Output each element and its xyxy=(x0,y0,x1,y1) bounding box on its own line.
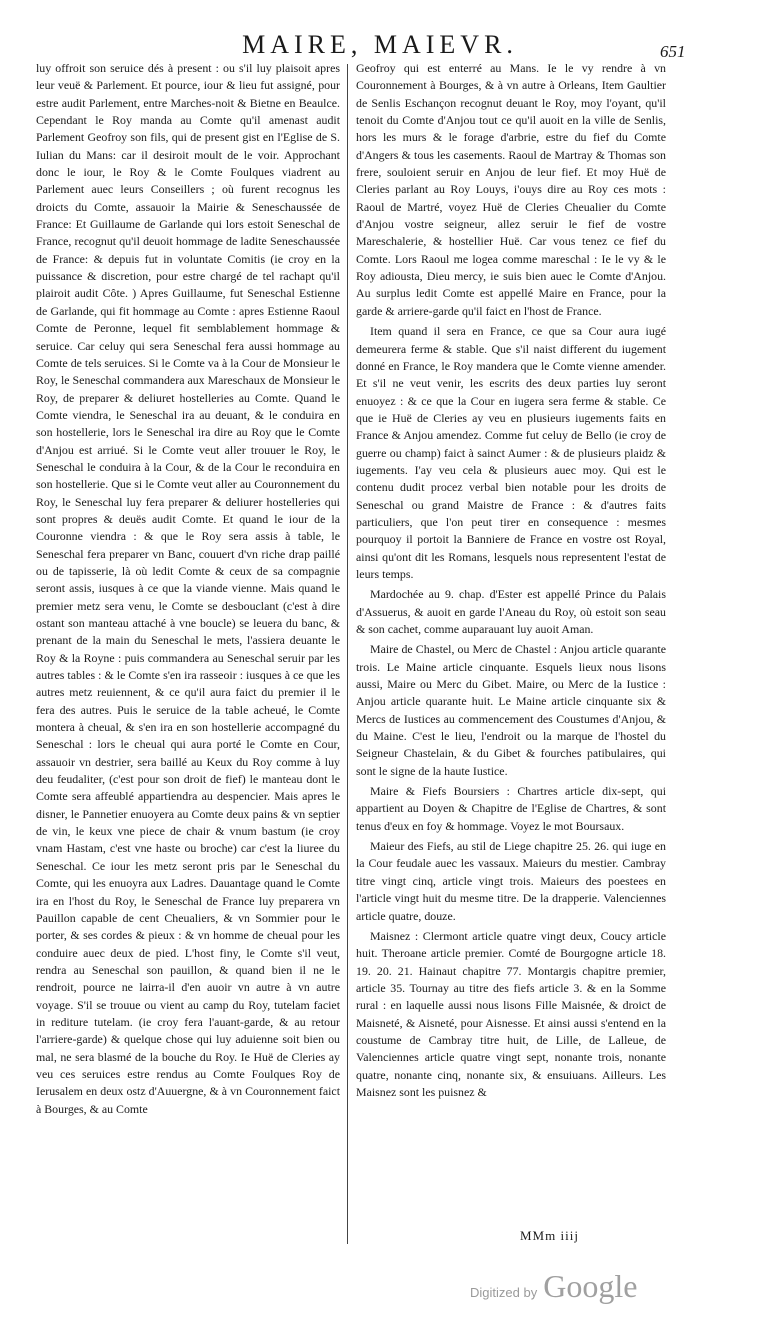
right-column xyxy=(356,60,666,1101)
digitized-by-label: Digitized by xyxy=(470,1285,538,1300)
entry-mardochee: Mardochée au 9. chap. d'Ester est appellé Prince du Palais d'Assuerus, & auoit en garde l'Aneau du Roy, où estoit son seau & son cachet, comme auparauant luy auoit Aman. xyxy=(356,587,666,636)
entry-maire-de-chastel: Maire de Chastel, ou Merc de Chastel : Anjou article quarante trois. Le Maine article cinquante. Esquels lieux nous lisons aussi, Maire ou Merc du Gibet. Maire, ou Merc de la Iustice : Anjou article quarante huit. Le Maine article cinquante six & Mercs de Iustices au commencement des Coustumes d'Anjou, & du Maine. C'est le lieu, l'endroit ou la marque de l'hostel du Seigneur Chastelain, & du Gibet & fourches patibulaires, qui sont le signe de la haute Iustice. xyxy=(356,642,666,778)
right-column-paragraph-2: Item quand il sera en France, ce que sa Cour aura iugé demeurera ferme & stable. Que s'il naist different du iugement donné en France, le Roy mandera que le Comte vienne amender. Et s'il ne veut venir, les escrits des deux parties luy seront enuoyez : & ce que la Cour en iugera sera ferme & stable. Ce que ie Huë de Cleries ay veu en plusieurs iugements faits en France & Anjou amendez. Comme fut celuy de Bello (ie croy de guerre ou champ) faict à sainct Aumer : & de plusieurs plaidz & iugements. I'ay veu cela & plusieurs auec moy. Qui est le contenu dudit procez verbal bien notable pour les droits de Seneschal ou grand Maistre de France : & d'autres faits particuliers, que l'on peut tirer en consequence : mesmes pourquoy il portoit la Banniere de France en vostre ost Royal, ainsi qu'ont dit les Romans, lesquels nous representent l'estat de leurs temps. xyxy=(356,324,666,581)
digitized-watermark xyxy=(470,1268,637,1305)
entry-maire-fiefs-boursiers: Maire & Fiefs Boursiers : Chartres article dix-sept, qui appartient au Doyen & Chapitre de l'Eglise de Chartres, & sont tenus d'eux en foy & hommage. Voyez le mot Boursaux. xyxy=(356,784,666,833)
google-logo: Google xyxy=(543,1268,638,1304)
signature-mark: MMm iiij xyxy=(520,1228,579,1243)
column-divider xyxy=(347,64,348,1244)
running-head-title: MAIRE, MAIEVR. xyxy=(242,30,518,59)
entry-maisnez: Maisnez : Clermont article quatre vingt deux, Coucy article huit. Theroane article premier. Comté de Bourgogne article 18. 19. 20. 21. Hainaut chapitre 77. Montargis chapitre premier, article 35. Tournay au titre des fiefs article 3. & en la Somme rural : en laquelle aussi nous lisons Fille Maisnée, & droict de Maisneté, & Aisneté, pour Aisnesse. Et ainsi aussi s'entend en la coustume de Cambray titre huit, de Lille, de Lalleue, de Valenciennes article quatre vingt sept, nonante trois, nonante quatre, nonante cinq, nonante six, & ensuiuans. Ailleurs. Les Maisnez sont les puisnez & xyxy=(356,928,666,1099)
entry-maieur-des-fiefs: Maieur des Fiefs, au stil de Liege chapitre 25. 26. qui iuge en la Cour feudale auec les vassaux. Maieurs du mestier. Cambray titre vingt cinq, article vingt trois. Maieurs des poestees en l'article vingt huit du mesme titre. De la drapperie. Valenciennes article quatre, douze. xyxy=(356,839,666,923)
left-column-paragraph: luy offroit son seruice dés à present : ou s'il luy plaisoit apres leur veuë & Parlement. Et pource, iour & lieu fut assigné, pour estre audit Parlement, entre Marches-noit & Bietne en Beaulce. Cependant le Roy manda au Comte qu'il amenast audit Parlement Geofroy son fils, qui de present gist en l'Eglise de S. Iulian du Mans: car il desiroit moult de le voir. Approchant donc le iour, le Roy & le Comte Foulques viadrent au Parlement auec leurs Conseillers ; où furent recognus les droicts du Comte, assauoir la Mairie & Seneschaussée de France: Et Guillaume de Garlande qui lors estoit Seneschal de France, recognut qu'il deuoit hommage de ladite Seneschaussée de France: & depuis fut in voluntate Comitis (ie croy en la puissance & discretion, pour estre chargé de tel rachapt qu'il plairoit audit Côte. ) Apres Guillaume, fut Seneschal Estienne de Garlande, qui fit hommage au Comte : apres Estienne Raoul Comte de Peronne, lequel fit semblablement hommage & seruice. Car celuy qui sera Seneschal fera aussi hommage au Comte de tels seruices. Si le Comte va à la Cour de Monsieur le Roy, le Seneschal commandera aux Mareschaux de Monsieur le Roy, de preparer & deliuret hostelleries au Comte. Quand le Comte viendra, le Seneschal ira au deuant, & le conduira en son hostellerie, lors le Seneschal ira dire au Roy que le Comte d'Anjou est arriué. Si le Comte veut aller trouuer le Roy, le Seneschal le conduira à la Cour, & de la Cour le reconduira en son hostellerie. Que si le Comte veut aller au Couronnement du Roy, le Seneschal luy fera preparer & deliurer hostelleries qui sont propres & deuës audit Comte. Et quand le iour de la Couronne viendra : & que le Roy sera assis à table, le Seneschal fera preparer vn Banc, couuert d'vn riche drap paillé ou de tapisserie, là où ledit Comte & ceux de sa compagnie seront assis, iusques à ce que la viande vienne. Mais quand le premier metz sera venu, le Comte se desbouclant (c'est à dire ostant son manteau attaché à vne boucle) se leuera du banc, & prenant de la main du Seneschal le mets, l'assiera deuante le Roy & la Royne : puis commandera au Seneschal seruir par les autres tables : & le Comte s'en ira rasseoir : iusques à ce que les autres metz reuiennent, & ce qu'il aura faict du premier il le fera des autres. Puis le seruice de la table acheué, le Comte montera à cheual, & s'en ira en son hostellerie accompagné du Seneschal : lors le cheual qui aura porté le Comte en Cour, assauoir vn destrier, sera baillé au Keux du Roy comme à luy deu feudaliter, (c'est pour son droit de fief) le manteau dont le Comte sera affeublé appartiendra au despencier. Mais apres le disner, le Pannetier enuoyera au Comte deux pains & vn septier de vin, le keux vne piece de chair & vnum bastum (ie croy vnam Hastam, c'est vne haste ou broche) car c'est la liuree du Seneschal. Ce iour les metz seront pris par le Seneschal du Comte, qui les enuoyra aux Ladres. Dauantage quand le Comte ira en l'host du Roy, le Seneschal de France luy preparera vn Pauillon capable de cent Cheualiers, & vn Sommier pour le porter, & ses cordes & pieux : & vn homme de cheual pour les conduire auec deux de pied. L'host finy, le Comte s'il veut, rendra au Seneschal son pauillon, & quand bien il ne le rendroit, pource ne lairra-il d'en auoir vn autre à vn autre voyage. S'il se trouue ou vient au camp du Roy, tutelam faciet in rediture tutelam. (ie croy fera l'auant-garde, & au retour l'arriere-garde) & quelque chose qui luy aduienne soit bien ou mal, ne sera blasmé de la bouche du Roy. Ie Huë de Cleries ay veu ces seruices estre rendus au Comte Foulques Roy de Ierusalem en deux ostz d'Auuergne, & à vn Couronnement faict à Bourges, & au Comte xyxy=(36,61,340,1116)
left-column xyxy=(36,60,340,1118)
right-column-paragraph-1: Geofroy qui est enterré au Mans. Ie le vy rendre à vn Couronnement à Bourges, & à vn autre à Orleans, Item Gaultier de Senlis Eschançon recognut deuant le Roy, moy l'oyant, qu'il tenoit du Comte d'Anjou tout ce qu'il auoit en la ville de Senlis, hors les murs & le forage d'arbrie, estre du fief du Comte d'Angers & tous les casements. Raoul de Martray & Thomas son frere, souloient seruir en Anjou de leur fief. Et moy Huë de Cleries parlant au Roy Louys, i'ouys dire au Roy ces mots : Raoul de Martré, voyez Huë de Cleries Cheualier du Comte d'Anjou vostre seigneur, allez seruir le fief de vostre Mareschalerie, & hostellier Huë. Car vous tenez ce fief du Comte. Lors Raoul me logea comme mareschal : Ie le vy & le Roy adiousta, Dieu mercy, ie suis bien auec le Comte d'Anjou. Au surplus ledit Comte est appellé Maire en France, pour la garde & arriere-garde qu'il faict en l'host de France. xyxy=(356,61,666,318)
page-number: 651 xyxy=(660,42,686,61)
